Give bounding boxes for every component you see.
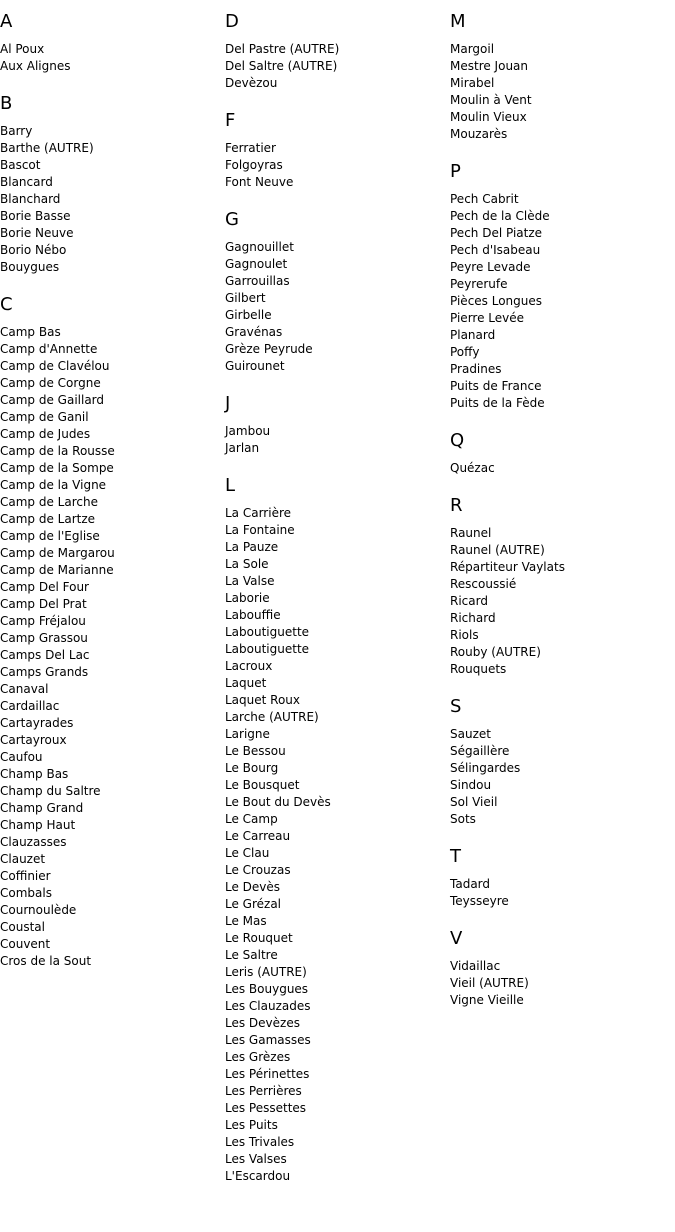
- place-name: Jarlan: [225, 441, 260, 455]
- place-name: Barry: [0, 124, 33, 138]
- place-name: Laquet: [225, 676, 267, 690]
- place-name: Camp de la Rousse: [0, 444, 115, 458]
- place-name: Leris (AUTRE): [225, 965, 307, 979]
- place-name: Camp de Corgne: [0, 376, 101, 390]
- place-name: Camps Grands: [0, 665, 89, 679]
- place-list: [225, 41, 450, 92]
- place-name: Les Trivales: [225, 1135, 295, 1149]
- place-name: Moulin Vieux: [450, 110, 527, 124]
- section-l: [225, 475, 450, 1185]
- place-name: Riols: [450, 628, 479, 642]
- place-name: La Valse: [225, 574, 275, 588]
- index-column-2: [225, 0, 450, 1185]
- place-name: Mouzarès: [450, 127, 508, 141]
- section-q: [450, 430, 675, 477]
- place-name: Le Camp: [225, 812, 278, 826]
- place-name: Pech de la Clède: [450, 209, 550, 223]
- section-letter-heading: L: [225, 475, 236, 496]
- place-name: Cartayroux: [0, 733, 67, 747]
- place-name: Grèze Peyrude: [225, 342, 313, 356]
- place-name: Pièces Longues: [450, 294, 543, 308]
- place-list: [450, 460, 675, 477]
- place-list: [225, 140, 450, 191]
- place-name: Puits de la Fède: [450, 396, 545, 410]
- place-name: Gagnoulet: [225, 257, 288, 271]
- place-name: Font Neuve: [225, 175, 294, 189]
- place-name: Ricard: [450, 594, 488, 608]
- place-list: [450, 726, 675, 828]
- place-name: Laboutiguette: [225, 625, 310, 639]
- place-name: Cartayrades: [0, 716, 74, 730]
- place-name: Laboutiguette: [225, 642, 310, 656]
- place-name: Camp Bas: [0, 325, 61, 339]
- section-d: [225, 11, 450, 92]
- place-name: Peyre Levade: [450, 260, 531, 274]
- section-letter-heading: G: [225, 209, 239, 230]
- section-b: [0, 93, 225, 276]
- place-name: Les Périnettes: [225, 1067, 310, 1081]
- place-name: Camp de Margarou: [0, 546, 115, 560]
- place-list: [225, 505, 450, 1185]
- place-list: [450, 525, 675, 678]
- index-column-3: [450, 0, 675, 1009]
- place-name: Del Saltre (AUTRE): [225, 59, 338, 73]
- place-name: Le Saltre: [225, 948, 278, 962]
- place-name: Le Devès: [225, 880, 281, 894]
- section-letter-heading: Q: [450, 430, 465, 451]
- place-name: Borie Basse: [0, 209, 71, 223]
- place-name: Sauzet: [450, 727, 491, 741]
- place-list: [225, 423, 450, 457]
- place-name: Teysseyre: [450, 894, 509, 908]
- place-name: Sindou: [450, 778, 492, 792]
- section-s: [450, 696, 675, 828]
- place-name: Blanchard: [0, 192, 61, 206]
- place-name: Blancard: [0, 175, 53, 189]
- place-name: La Carrière: [225, 506, 292, 520]
- section-g: [225, 209, 450, 375]
- place-name: Clauzasses: [0, 835, 67, 849]
- place-name: Girbelle: [225, 308, 272, 322]
- place-name: L'Escardou: [225, 1169, 291, 1183]
- section-c: [0, 294, 225, 970]
- index-column-1: [0, 0, 225, 970]
- place-name: Mirabel: [450, 76, 495, 90]
- place-name: Larigne: [225, 727, 270, 741]
- section-letter-heading: J: [225, 393, 231, 414]
- section-letter-heading: C: [0, 294, 13, 315]
- place-name: Champ du Saltre: [0, 784, 101, 798]
- place-name: Guirounet: [225, 359, 285, 373]
- section-letter-heading: V: [450, 928, 463, 949]
- place-name: Larche (AUTRE): [225, 710, 319, 724]
- place-name: Champ Haut: [0, 818, 76, 832]
- place-list: [450, 41, 675, 143]
- place-name: Coustal: [0, 920, 45, 934]
- place-name: Rouby (AUTRE): [450, 645, 541, 659]
- place-name: Raunel (AUTRE): [450, 543, 545, 557]
- section-letter-heading: P: [450, 161, 461, 182]
- place-list: [0, 324, 225, 970]
- place-name: Champ Grand: [0, 801, 84, 815]
- place-list: [225, 239, 450, 375]
- place-name: Camp Del Prat: [0, 597, 87, 611]
- place-name: Camp de l'Eglise: [0, 529, 100, 543]
- place-list: [0, 41, 225, 75]
- place-name: Camp d'Annette: [0, 342, 98, 356]
- place-name: Les Valses: [225, 1152, 287, 1166]
- place-name: Lacroux: [225, 659, 273, 673]
- place-name: Coffinier: [0, 869, 51, 883]
- place-name: Garrouillas: [225, 274, 290, 288]
- place-name: Pech d'Isabeau: [450, 243, 541, 257]
- place-name: Camp de Clavélou: [0, 359, 110, 373]
- place-name: Margoil: [450, 42, 495, 56]
- place-name: Répartiteur Vaylats: [450, 560, 565, 574]
- place-name: Les Devèzes: [225, 1016, 300, 1030]
- place-name: Les Perrières: [225, 1084, 302, 1098]
- place-name: Barthe (AUTRE): [0, 141, 94, 155]
- place-name: Le Bout du Devès: [225, 795, 331, 809]
- place-list: [450, 958, 675, 1009]
- section-letter-heading: T: [450, 846, 461, 867]
- section-a: [0, 11, 225, 75]
- place-name: Camp de la Vigne: [0, 478, 107, 492]
- place-name: Champ Bas: [0, 767, 69, 781]
- place-name: Gagnouillet: [225, 240, 294, 254]
- place-name: Raunel: [450, 526, 492, 540]
- section-t: [450, 846, 675, 910]
- place-name: Le Mas: [225, 914, 267, 928]
- place-name: Camps Del Lac: [0, 648, 90, 662]
- place-name: Le Bousquet: [225, 778, 300, 792]
- place-name: Le Rouquet: [225, 931, 293, 945]
- place-name: Canaval: [0, 682, 49, 696]
- place-name: Richard: [450, 611, 496, 625]
- place-name: Ferratier: [225, 141, 276, 155]
- place-name: Cros de la Sout: [0, 954, 92, 968]
- place-name: Le Bessou: [225, 744, 286, 758]
- place-name: Rescoussié: [450, 577, 517, 591]
- place-name: Camp de la Sompe: [0, 461, 114, 475]
- place-name: Sots: [450, 812, 476, 826]
- section-f: [225, 110, 450, 191]
- place-name: Laquet Roux: [225, 693, 301, 707]
- place-name: Les Bouygues: [225, 982, 309, 996]
- place-name: Vidaillac: [450, 959, 501, 973]
- place-name: Borio Nébo: [0, 243, 67, 257]
- section-r: [450, 495, 675, 678]
- section-letter-heading: D: [225, 11, 239, 32]
- place-name: Camp Del Four: [0, 580, 89, 594]
- place-name: Bascot: [0, 158, 41, 172]
- place-name: Pech Del Piatze: [450, 226, 543, 240]
- section-letter-heading: M: [450, 11, 466, 32]
- place-name: Les Puits: [225, 1118, 278, 1132]
- place-name: Vieil (AUTRE): [450, 976, 529, 990]
- section-j: [225, 393, 450, 457]
- place-name: Borie Neuve: [0, 226, 74, 240]
- place-name: La Pauze: [225, 540, 279, 554]
- section-letter-heading: S: [450, 696, 462, 717]
- section-letter-heading: B: [0, 93, 13, 114]
- place-name: Le Clau: [225, 846, 270, 860]
- place-name: Bouygues: [0, 260, 60, 274]
- place-name: Laborie: [225, 591, 270, 605]
- place-name: Camp Grassou: [0, 631, 88, 645]
- place-name: Ségaillère: [450, 744, 510, 758]
- place-name: Camp de Ganil: [0, 410, 89, 424]
- place-name: Tadard: [450, 877, 491, 891]
- place-name: Moulin à Vent: [450, 93, 532, 107]
- place-name: Camp de Lartze: [0, 512, 96, 526]
- place-name: Camp de Judes: [0, 427, 91, 441]
- place-name: Les Grèzes: [225, 1050, 291, 1064]
- place-name: Caufou: [0, 750, 43, 764]
- place-name: Rouquets: [450, 662, 507, 676]
- place-list: [450, 876, 675, 910]
- place-name: Labouffie: [225, 608, 281, 622]
- place-name: Gravénas: [225, 325, 283, 339]
- place-name: Sélingardes: [450, 761, 521, 775]
- section-letter-heading: F: [225, 110, 236, 131]
- place-name: Sol Vieil: [450, 795, 498, 809]
- place-name: Devèzou: [225, 76, 278, 90]
- place-name: Pradines: [450, 362, 502, 376]
- place-name: Le Grézal: [225, 897, 282, 911]
- section-p: [450, 161, 675, 412]
- place-name: Camp de Gaillard: [0, 393, 105, 407]
- place-name: La Fontaine: [225, 523, 295, 537]
- place-name: Del Pastre (AUTRE): [225, 42, 340, 56]
- place-name: Cournoulède: [0, 903, 77, 917]
- place-name: Couvent: [0, 937, 51, 951]
- section-v: [450, 928, 675, 1009]
- place-name: Cardaillac: [0, 699, 60, 713]
- place-name: Pech Cabrit: [450, 192, 519, 206]
- place-name: La Sole: [225, 557, 269, 571]
- place-name: Camp de Marianne: [0, 563, 114, 577]
- place-name: Al Poux: [0, 42, 45, 56]
- place-name: Camp Fréjalou: [0, 614, 86, 628]
- place-name: Combals: [0, 886, 52, 900]
- place-name: Quézac: [450, 461, 495, 475]
- place-name: Puits de France: [450, 379, 542, 393]
- place-list: [450, 191, 675, 412]
- place-name: Le Carreau: [225, 829, 291, 843]
- section-m: [450, 11, 675, 143]
- place-name: Vigne Vieille: [450, 993, 524, 1007]
- section-letter-heading: A: [0, 11, 13, 32]
- place-name: Peyrerufe: [450, 277, 508, 291]
- place-name: Les Clauzades: [225, 999, 311, 1013]
- place-name: Planard: [450, 328, 496, 342]
- place-name: Poffy: [450, 345, 480, 359]
- place-name: Aux Alignes: [0, 59, 71, 73]
- place-name: Gilbert: [225, 291, 266, 305]
- place-name: Pierre Levée: [450, 311, 525, 325]
- place-name: Le Bourg: [225, 761, 279, 775]
- place-list: [0, 123, 225, 276]
- place-name: Clauzet: [0, 852, 46, 866]
- place-name: Mestre Jouan: [450, 59, 529, 73]
- place-name: Jambou: [225, 424, 271, 438]
- place-name: Folgoyras: [225, 158, 283, 172]
- place-name: Les Gamasses: [225, 1033, 311, 1047]
- place-name: Camp de Larche: [0, 495, 98, 509]
- place-name: Les Pessettes: [225, 1101, 307, 1115]
- section-letter-heading: R: [450, 495, 463, 516]
- place-name: Le Crouzas: [225, 863, 291, 877]
